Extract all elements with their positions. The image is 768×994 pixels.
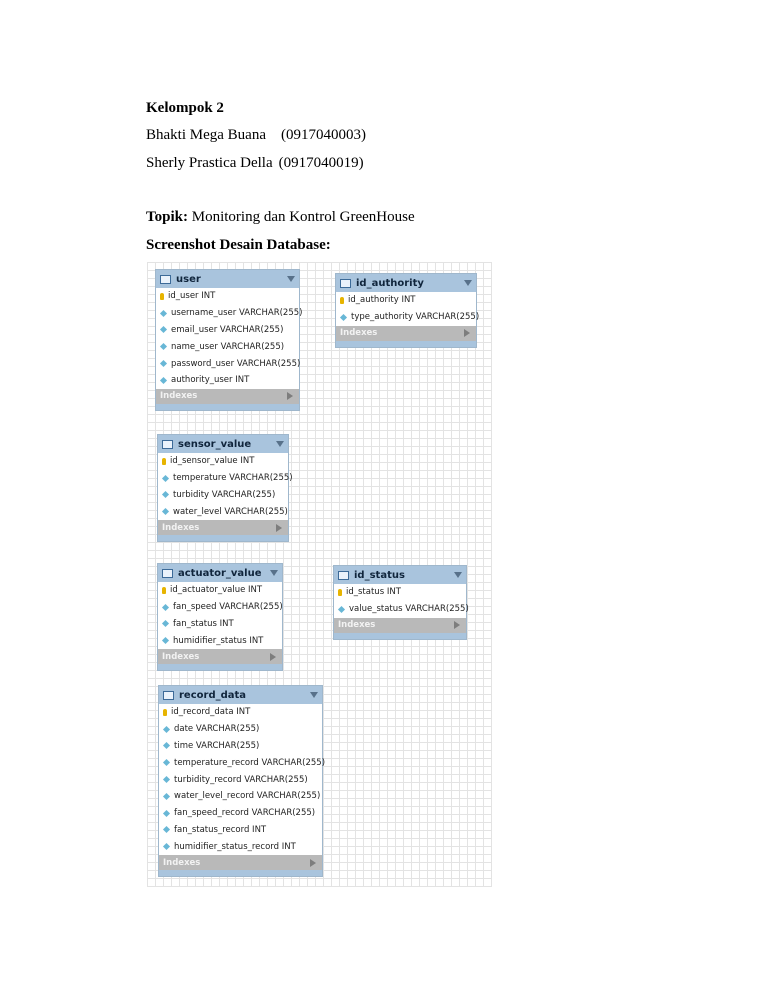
- column-diamond-icon: [163, 826, 170, 833]
- column-diamond-icon: [163, 793, 170, 800]
- column-diamond-icon: [160, 360, 167, 367]
- group-title: Kelompok 2: [146, 100, 224, 116]
- member-id: (0917040019): [278, 155, 364, 171]
- table-name: user: [176, 273, 201, 285]
- primary-key-icon: [162, 458, 166, 465]
- column-diamond-icon: [162, 491, 169, 498]
- column-diamond-icon: [160, 377, 167, 384]
- column-diamond-icon: [338, 606, 345, 613]
- column-row[interactable]: [159, 822, 322, 839]
- column-row[interactable]: [156, 322, 299, 339]
- primary-key-icon: [163, 709, 167, 716]
- column-text: turbidity VARCHAR(255): [173, 489, 276, 500]
- table-header[interactable]: [334, 566, 466, 584]
- primary-key-icon: [338, 589, 342, 596]
- column-row[interactable]: [156, 338, 299, 355]
- column-diamond-icon: [160, 310, 167, 317]
- column-text: time VARCHAR(255): [174, 740, 260, 751]
- column-text: fan_speed_record VARCHAR(255): [174, 808, 316, 819]
- primary-key-column[interactable]: [336, 292, 476, 309]
- member-name: Bhakti Mega Buana: [146, 127, 266, 143]
- indexes-label: Indexes: [162, 522, 200, 533]
- column-diamond-icon: [163, 759, 170, 766]
- collapse-arrow-icon[interactable]: [454, 572, 462, 578]
- column-text: name_user VARCHAR(255): [171, 341, 285, 352]
- column-row[interactable]: [158, 632, 282, 649]
- column-text: username_user VARCHAR(255): [171, 308, 303, 319]
- indexes-section[interactable]: [158, 520, 288, 535]
- indexes-section[interactable]: [334, 618, 466, 633]
- column-row[interactable]: [158, 470, 293, 487]
- column-text: temperature_record VARCHAR(255): [174, 757, 326, 768]
- column-row[interactable]: [158, 503, 288, 520]
- column-text: water_level VARCHAR(255): [173, 506, 288, 517]
- table-header[interactable]: [159, 686, 322, 704]
- table-icon: [160, 275, 171, 284]
- column-text: id_authority INT: [348, 295, 416, 306]
- table-id-status[interactable]: [333, 565, 467, 640]
- table-name: id_authority: [356, 277, 424, 289]
- member-name: Sherly Prastica Della: [146, 155, 273, 171]
- expand-arrow-icon[interactable]: [270, 653, 276, 661]
- table-icon: [340, 279, 351, 288]
- column-diamond-icon: [163, 776, 170, 783]
- table-name: actuator_value: [178, 567, 262, 579]
- primary-key-column[interactable]: [334, 584, 466, 601]
- topic-line: [146, 208, 415, 226]
- table-sensor-value[interactable]: [157, 434, 293, 542]
- column-row[interactable]: [158, 616, 282, 633]
- primary-key-column[interactable]: [158, 453, 288, 470]
- member-id: (0917040003): [280, 127, 366, 143]
- column-row[interactable]: [158, 487, 288, 504]
- column-text: temperature VARCHAR(255): [173, 473, 293, 484]
- primary-key-icon: [340, 297, 344, 304]
- column-diamond-icon: [160, 326, 167, 333]
- indexes-section[interactable]: [156, 389, 299, 404]
- indexes-section[interactable]: [336, 326, 476, 341]
- indexes-label: Indexes: [340, 328, 378, 339]
- screenshot-heading: Screenshot Desain Database:: [146, 237, 331, 253]
- column-text: date VARCHAR(255): [174, 724, 260, 735]
- expand-arrow-icon[interactable]: [310, 859, 316, 867]
- table-icon: [338, 571, 349, 580]
- column-text: email_user VARCHAR(255): [171, 324, 284, 335]
- table-actuator-value[interactable]: [157, 563, 283, 671]
- column-row[interactable]: [156, 355, 299, 372]
- table-name: sensor_value: [178, 438, 252, 450]
- column-diamond-icon: [162, 620, 169, 627]
- indexes-label: Indexes: [162, 651, 200, 662]
- expand-arrow-icon[interactable]: [287, 392, 293, 400]
- column-text: fan_speed VARCHAR(255): [173, 602, 283, 613]
- primary-key-column[interactable]: [158, 582, 282, 599]
- column-diamond-icon: [163, 810, 170, 817]
- column-row[interactable]: [159, 805, 322, 822]
- column-diamond-icon: [162, 475, 169, 482]
- collapse-arrow-icon[interactable]: [270, 570, 278, 576]
- table-footer: [156, 404, 299, 410]
- column-row[interactable]: [159, 838, 322, 855]
- collapse-arrow-icon[interactable]: [276, 441, 284, 447]
- column-row[interactable]: [159, 771, 322, 788]
- collapse-arrow-icon[interactable]: [310, 692, 318, 698]
- collapse-arrow-icon[interactable]: [464, 280, 472, 286]
- column-row[interactable]: [156, 372, 299, 389]
- expand-arrow-icon[interactable]: [276, 524, 282, 532]
- collapse-arrow-icon[interactable]: [287, 276, 295, 282]
- column-diamond-icon: [160, 343, 167, 350]
- column-diamond-icon: [162, 604, 169, 611]
- indexes-label: Indexes: [338, 620, 376, 631]
- column-row[interactable]: [159, 738, 322, 755]
- table-footer: [336, 341, 476, 347]
- primary-key-column[interactable]: [159, 704, 322, 721]
- table-header[interactable]: [158, 564, 282, 582]
- table-header[interactable]: [336, 274, 476, 292]
- indexes-section[interactable]: [158, 649, 282, 664]
- primary-key-column[interactable]: [156, 288, 299, 305]
- expand-arrow-icon[interactable]: [454, 621, 460, 629]
- column-row[interactable]: [159, 788, 322, 805]
- indexes-section[interactable]: [159, 855, 322, 870]
- indexes-label: Indexes: [163, 857, 201, 868]
- table-footer: [158, 535, 288, 541]
- table-icon: [163, 691, 174, 700]
- table-footer: [334, 633, 466, 639]
- table-name: record_data: [179, 689, 247, 701]
- table-footer: [159, 870, 322, 876]
- table-icon: [162, 440, 173, 449]
- column-row[interactable]: [336, 309, 480, 326]
- indexes-label: Indexes: [160, 391, 198, 402]
- column-diamond-icon: [163, 742, 170, 749]
- column-text: water_level_record VARCHAR(255): [174, 791, 321, 802]
- table-icon: [162, 569, 173, 578]
- expand-arrow-icon[interactable]: [464, 329, 470, 337]
- column-text: fan_status_record INT: [174, 824, 267, 835]
- column-text: authority_user INT: [171, 375, 250, 386]
- column-diamond-icon: [163, 843, 170, 850]
- column-diamond-icon: [163, 726, 170, 733]
- column-diamond-icon: [162, 508, 169, 515]
- primary-key-icon: [160, 293, 164, 300]
- member-line-2: [146, 154, 364, 172]
- column-text: value_status VARCHAR(255): [349, 604, 469, 615]
- column-text: fan_status INT: [173, 618, 234, 629]
- table-footer: [158, 664, 282, 670]
- column-row[interactable]: [158, 599, 282, 616]
- column-text: id_record_data INT: [171, 707, 251, 718]
- topic-text: Monitoring dan Kontrol GreenHouse: [187, 209, 415, 225]
- column-row[interactable]: [159, 754, 326, 771]
- column-text: humidifier_status INT: [173, 635, 264, 646]
- column-diamond-icon: [340, 314, 347, 321]
- column-row[interactable]: [156, 305, 303, 322]
- table-record-data[interactable]: [158, 685, 326, 877]
- table-header[interactable]: [156, 270, 299, 288]
- table-user[interactable]: [155, 269, 303, 411]
- table-id-authority[interactable]: [335, 273, 480, 348]
- column-text: humidifier_status_record INT: [174, 841, 296, 852]
- topic-label: Topik:: [146, 209, 188, 225]
- column-text: password_user VARCHAR(255): [171, 358, 301, 369]
- column-text: id_sensor_value INT: [170, 456, 255, 467]
- column-diamond-icon: [162, 637, 169, 644]
- table-name: id_status: [354, 569, 405, 581]
- primary-key-icon: [162, 587, 166, 594]
- column-text: turbidity_record VARCHAR(255): [174, 774, 308, 785]
- table-header[interactable]: [158, 435, 288, 453]
- column-text: id_actuator_value INT: [170, 585, 263, 596]
- column-row[interactable]: [334, 601, 469, 618]
- member-line-1: [146, 126, 366, 144]
- column-row[interactable]: [159, 721, 322, 738]
- column-text: type_authority VARCHAR(255): [351, 312, 480, 323]
- column-text: id_user INT: [168, 291, 216, 302]
- column-text: id_status INT: [346, 587, 401, 598]
